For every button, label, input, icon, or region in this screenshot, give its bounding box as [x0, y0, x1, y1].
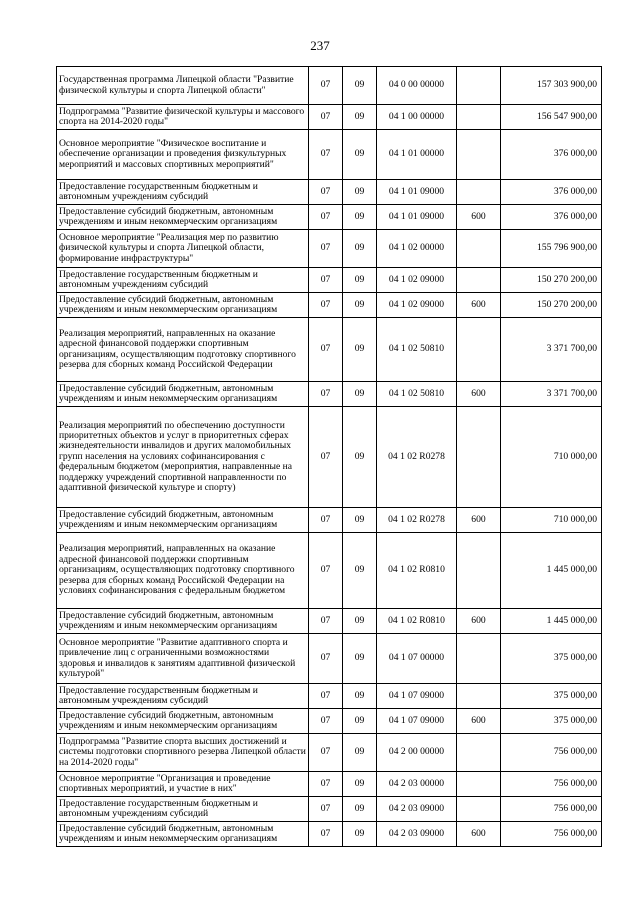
- row-name: Предоставление субсидий бюджетным, автономным учреждениям и иным некоммерческим организациям: [57, 822, 309, 847]
- row-section: 07: [309, 293, 343, 318]
- row-subsection: 09: [343, 684, 377, 709]
- row-target: 04 1 02 00000: [377, 230, 457, 268]
- row-target: 04 1 01 00000: [377, 130, 457, 180]
- row-type: [457, 684, 501, 709]
- row-name: Основное мероприятие "Развитие адаптивного спорта и привлечение лиц с ограниченными возможностями здоровья и инвалидов к занятиям адаптивной физической культурой": [57, 634, 309, 684]
- row-name: Реализация мероприятий по обеспечению доступности приоритетных объектов и услуг в приоритетных сферах жизнедеятельности инвалидов и других маломобильных групп населения на условиях софинансирования с федеральным бюджетом (мероприятия, направленные на поддержку учреждений спортивной направленности по адаптивной физической культуре и спорту): [57, 407, 309, 508]
- row-subsection: 09: [343, 709, 377, 734]
- row-name: Подпрограмма "Развитие физической культуры и массового спорта на 2014-2020 годы": [57, 105, 309, 130]
- row-subsection: 09: [343, 230, 377, 268]
- row-section: 07: [309, 205, 343, 230]
- row-name: Предоставление субсидий бюджетным, автономным учреждениям и иным некоммерческим организациям: [57, 382, 309, 407]
- row-target: 04 1 02 50810: [377, 318, 457, 382]
- row-section: 07: [309, 268, 343, 293]
- row-subsection: 09: [343, 293, 377, 318]
- row-type: [457, 407, 501, 508]
- row-name: Реализация мероприятий, направленных на оказание адресной финансовой поддержки спортивным организациям, осуществляющим подготовку спортивного резерва для сборных команд Российской Федерации: [57, 318, 309, 382]
- page-number: 237: [310, 38, 330, 53]
- row-subsection: 09: [343, 508, 377, 533]
- row-amount: 150 270 200,00: [501, 268, 602, 293]
- row-amount: 375 000,00: [501, 684, 602, 709]
- row-type: 600: [457, 293, 501, 318]
- row-name: Предоставление субсидий бюджетным, автономным учреждениям и иным некоммерческим организациям: [57, 205, 309, 230]
- table-row: [57, 822, 602, 847]
- row-amount: 3 371 700,00: [501, 382, 602, 407]
- row-target: 04 1 01 09000: [377, 205, 457, 230]
- row-type: [457, 67, 501, 105]
- row-name: Подпрограмма "Развитие спорта высших достижений и системы подготовки спортивного резерва Липецкой области на 2014-2020 годы": [57, 734, 309, 772]
- row-subsection: 09: [343, 67, 377, 105]
- row-target: 04 1 07 09000: [377, 709, 457, 734]
- row-target: 04 1 02 09000: [377, 268, 457, 293]
- row-section: 07: [309, 130, 343, 180]
- row-subsection: 09: [343, 105, 377, 130]
- row-section: 07: [309, 609, 343, 634]
- row-section: 07: [309, 180, 343, 205]
- row-target: 04 1 07 09000: [377, 684, 457, 709]
- row-name: Основное мероприятие "Реализация мер по развитию физической культуры и спорта Липецкой области, формирование инфраструктуры": [57, 230, 309, 268]
- row-amount: 155 796 900,00: [501, 230, 602, 268]
- row-type: [457, 634, 501, 684]
- row-subsection: 09: [343, 268, 377, 293]
- table-row: [57, 508, 602, 533]
- row-subsection: 09: [343, 533, 377, 609]
- row-subsection: 09: [343, 609, 377, 634]
- row-section: 07: [309, 634, 343, 684]
- row-name: Основное мероприятие "Организация и проведение спортивных мероприятий, и участие в них": [57, 772, 309, 797]
- row-target: 04 1 02 09000: [377, 293, 457, 318]
- row-section: 07: [309, 684, 343, 709]
- row-target: 04 2 03 00000: [377, 772, 457, 797]
- row-target: 04 1 02 R0278: [377, 508, 457, 533]
- row-type: [457, 230, 501, 268]
- table-row: [57, 67, 602, 105]
- table-row: [57, 772, 602, 797]
- table-row: [57, 268, 602, 293]
- row-section: 07: [309, 797, 343, 822]
- row-type: [457, 533, 501, 609]
- row-target: 04 2 03 09000: [377, 822, 457, 847]
- row-type: [457, 180, 501, 205]
- table-row: [57, 130, 602, 180]
- table-row: [57, 105, 602, 130]
- row-subsection: 09: [343, 822, 377, 847]
- row-type: 600: [457, 709, 501, 734]
- row-type: [457, 268, 501, 293]
- row-type: [457, 734, 501, 772]
- row-section: 07: [309, 105, 343, 130]
- row-section: 07: [309, 822, 343, 847]
- row-subsection: 09: [343, 382, 377, 407]
- row-type: [457, 318, 501, 382]
- row-type: [457, 772, 501, 797]
- table-row: [57, 684, 602, 709]
- row-amount: 157 303 900,00: [501, 67, 602, 105]
- row-subsection: 09: [343, 772, 377, 797]
- row-type: 600: [457, 609, 501, 634]
- table-row: [57, 533, 602, 609]
- row-amount: 710 000,00: [501, 508, 602, 533]
- row-section: 07: [309, 230, 343, 268]
- row-subsection: 09: [343, 205, 377, 230]
- table-row: [57, 205, 602, 230]
- row-target: 04 1 00 00000: [377, 105, 457, 130]
- row-type: 600: [457, 382, 501, 407]
- row-amount: 156 547 900,00: [501, 105, 602, 130]
- table-row: [57, 382, 602, 407]
- row-target: 04 2 03 09000: [377, 797, 457, 822]
- row-amount: 150 270 200,00: [501, 293, 602, 318]
- row-target: 04 1 02 R0278: [377, 407, 457, 508]
- row-target: 04 1 07 00000: [377, 634, 457, 684]
- row-target: 04 0 00 00000: [377, 67, 457, 105]
- row-type: [457, 105, 501, 130]
- row-section: 07: [309, 407, 343, 508]
- row-subsection: 09: [343, 634, 377, 684]
- table-row: [57, 797, 602, 822]
- row-section: 07: [309, 772, 343, 797]
- row-type: [457, 797, 501, 822]
- row-name: Предоставление субсидий бюджетным, автономным учреждениям и иным некоммерческим организациям: [57, 508, 309, 533]
- row-name: Предоставление субсидий бюджетным, автономным учреждениям и иным некоммерческим организациям: [57, 609, 309, 634]
- row-amount: 756 000,00: [501, 797, 602, 822]
- row-subsection: 09: [343, 130, 377, 180]
- row-amount: 756 000,00: [501, 772, 602, 797]
- row-section: 07: [309, 533, 343, 609]
- row-amount: 710 000,00: [501, 407, 602, 508]
- row-target: 04 1 02 50810: [377, 382, 457, 407]
- row-type: 600: [457, 822, 501, 847]
- table-row: [57, 230, 602, 268]
- row-subsection: 09: [343, 797, 377, 822]
- row-target: 04 1 02 R0810: [377, 609, 457, 634]
- row-section: 07: [309, 508, 343, 533]
- table-row: [57, 709, 602, 734]
- row-subsection: 09: [343, 407, 377, 508]
- row-target: 04 2 00 00000: [377, 734, 457, 772]
- row-subsection: 09: [343, 734, 377, 772]
- row-name: Предоставление государственным бюджетным и автономным учреждениям субсидий: [57, 797, 309, 822]
- row-name: Предоставление государственным бюджетным и автономным учреждениям субсидий: [57, 684, 309, 709]
- row-name: Реализация мероприятий, направленных на оказание адресной финансовой поддержки спортивным организациям, осуществляющих подготовку спортивного резерва для сборных команд Российской Федерации на условиях софинансирования с федеральным бюджетом: [57, 533, 309, 609]
- row-target: 04 1 01 09000: [377, 180, 457, 205]
- row-amount: 3 371 700,00: [501, 318, 602, 382]
- row-type: 600: [457, 205, 501, 230]
- table-row: [57, 180, 602, 205]
- row-section: 07: [309, 318, 343, 382]
- row-amount: 376 000,00: [501, 180, 602, 205]
- row-type: 600: [457, 508, 501, 533]
- table-row: [57, 407, 602, 508]
- row-subsection: 09: [343, 180, 377, 205]
- row-section: 07: [309, 734, 343, 772]
- row-amount: 375 000,00: [501, 709, 602, 734]
- budget-table: [56, 66, 602, 847]
- row-name: Предоставление субсидий бюджетным, автономным учреждениям и иным некоммерческим организациям: [57, 293, 309, 318]
- table-row: [57, 634, 602, 684]
- row-section: 07: [309, 67, 343, 105]
- row-amount: 1 445 000,00: [501, 609, 602, 634]
- row-amount: 756 000,00: [501, 734, 602, 772]
- row-amount: 1 445 000,00: [501, 533, 602, 609]
- table-row: [57, 609, 602, 634]
- table-row: [57, 293, 602, 318]
- row-target: 04 1 02 R0810: [377, 533, 457, 609]
- row-name: Предоставление государственным бюджетным и автономным учреждениям субсидий: [57, 268, 309, 293]
- row-name: Предоставление государственным бюджетным и автономным учреждениям субсидий: [57, 180, 309, 205]
- row-subsection: 09: [343, 318, 377, 382]
- row-type: [457, 130, 501, 180]
- row-amount: 375 000,00: [501, 634, 602, 684]
- row-name: Государственная программа Липецкой области "Развитие физической культуры и спорта Липецкой области": [57, 67, 309, 105]
- table-row: [57, 734, 602, 772]
- row-section: 07: [309, 709, 343, 734]
- row-amount: 376 000,00: [501, 205, 602, 230]
- row-name: Основное мероприятие "Физическое воспитание и обеспечение организации и проведения физкультурных мероприятий и массовых спортивных мероприятий": [57, 130, 309, 180]
- row-section: 07: [309, 382, 343, 407]
- row-name: Предоставление субсидий бюджетным, автономным учреждениям и иным некоммерческим организациям: [57, 709, 309, 734]
- row-amount: 756 000,00: [501, 822, 602, 847]
- table-row: [57, 318, 602, 382]
- row-amount: 376 000,00: [501, 130, 602, 180]
